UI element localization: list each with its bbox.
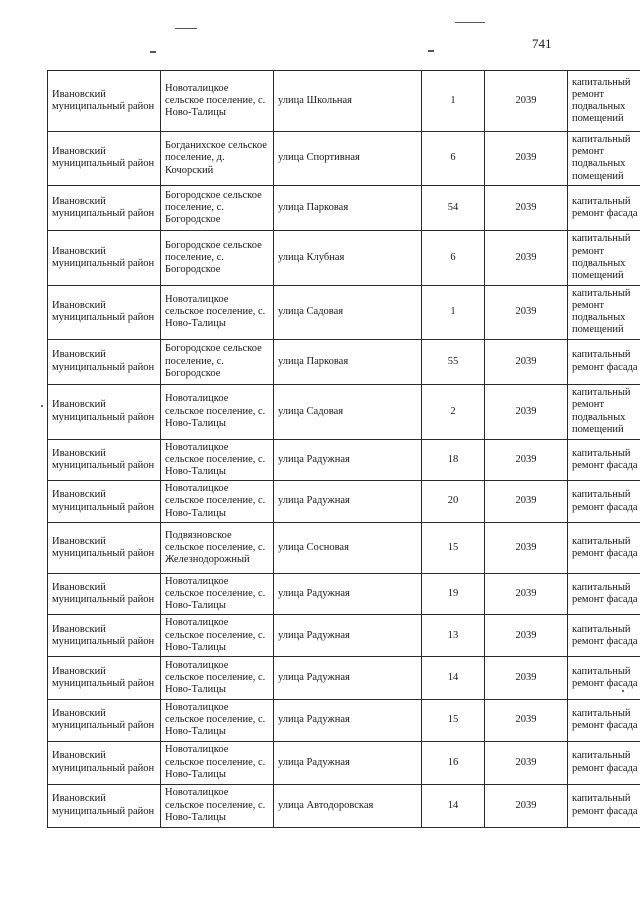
house-number-cell: 54 bbox=[422, 185, 485, 230]
year-cell: 2039 bbox=[485, 573, 568, 615]
district-cell: Ивановский муниципальный район bbox=[48, 700, 161, 742]
street-cell: улица Школьная bbox=[274, 71, 422, 132]
table-body bbox=[48, 71, 640, 828]
street-cell: улица Автодоровская bbox=[274, 784, 422, 827]
settlement-cell: Новоталицкое сельское поселение, с. Ново-Талицы bbox=[161, 615, 274, 657]
table-row bbox=[48, 522, 640, 573]
settlement-cell: Новоталицкое сельское поселение, с. Ново-Талицы bbox=[161, 71, 274, 132]
settlement-cell: Новоталицкое сельское поселение, с. Ново-Талицы bbox=[161, 481, 274, 523]
scan-artifact-line bbox=[150, 51, 156, 53]
settlement-cell: Новоталицкое сельское поселение, с. Ново-Талицы bbox=[161, 784, 274, 827]
street-cell: улица Радужная bbox=[274, 615, 422, 657]
year-cell: 2039 bbox=[485, 522, 568, 573]
house-number-cell: 55 bbox=[422, 339, 485, 384]
district-cell: Ивановский муниципальный район bbox=[48, 185, 161, 230]
year-cell: 2039 bbox=[485, 285, 568, 339]
table-row bbox=[48, 71, 640, 132]
street-cell: улица Радужная bbox=[274, 573, 422, 615]
district-cell: Ивановский муниципальный район bbox=[48, 741, 161, 784]
street-cell: улица Радужная bbox=[274, 657, 422, 700]
table-row bbox=[48, 185, 640, 230]
scan-artifact-dot bbox=[41, 405, 43, 407]
house-number-cell: 6 bbox=[422, 230, 485, 285]
table-row bbox=[48, 339, 640, 384]
work-type-cell: капитальный ремонт фасада bbox=[568, 700, 640, 742]
year-cell: 2039 bbox=[485, 71, 568, 132]
house-number-cell: 20 bbox=[422, 481, 485, 523]
house-number-cell: 1 bbox=[422, 285, 485, 339]
table-row bbox=[48, 657, 640, 700]
work-type-cell: капитальный ремонт подвальных помещений bbox=[568, 132, 640, 186]
settlement-cell: Новоталицкое сельское поселение, с. Ново-Талицы bbox=[161, 657, 274, 700]
table-row bbox=[48, 285, 640, 339]
work-type-cell: капитальный ремонт фасада bbox=[568, 439, 640, 481]
scan-artifact-line bbox=[175, 28, 197, 29]
scan-artifact-line bbox=[428, 50, 434, 52]
work-type-cell: капитальный ремонт фасада bbox=[568, 522, 640, 573]
house-number-cell: 15 bbox=[422, 522, 485, 573]
year-cell: 2039 bbox=[485, 615, 568, 657]
work-type-cell: капитальный ремонт фасада bbox=[568, 657, 640, 700]
settlement-cell: Новоталицкое сельское поселение, с. Ново-Талицы bbox=[161, 700, 274, 742]
work-type-cell: капитальный ремонт подвальных помещений bbox=[568, 71, 640, 132]
year-cell: 2039 bbox=[485, 481, 568, 523]
street-cell: улица Радужная bbox=[274, 439, 422, 481]
table-row bbox=[48, 573, 640, 615]
district-cell: Ивановский муниципальный район bbox=[48, 573, 161, 615]
settlement-cell: Новоталицкое сельское поселение, с. Ново-Талицы bbox=[161, 573, 274, 615]
district-cell: Ивановский муниципальный район bbox=[48, 657, 161, 700]
house-number-cell: 1 bbox=[422, 71, 485, 132]
work-type-cell: капитальный ремонт подвальных помещений bbox=[568, 230, 640, 285]
year-cell: 2039 bbox=[485, 741, 568, 784]
district-cell: Ивановский муниципальный район bbox=[48, 230, 161, 285]
table-row bbox=[48, 784, 640, 827]
scan-artifact-line bbox=[455, 22, 485, 23]
district-cell: Ивановский муниципальный район bbox=[48, 285, 161, 339]
work-type-cell: капитальный ремонт подвальных помещений bbox=[568, 384, 640, 439]
house-number-cell: 6 bbox=[422, 132, 485, 186]
housing-repair-table bbox=[47, 70, 640, 828]
settlement-cell: Богородское сельское поселение, с. Богородское bbox=[161, 339, 274, 384]
house-number-cell: 14 bbox=[422, 784, 485, 827]
work-type-cell: капитальный ремонт фасада bbox=[568, 481, 640, 523]
settlement-cell: Новоталицкое сельское поселение, с. Ново-Талицы bbox=[161, 384, 274, 439]
district-cell: Ивановский муниципальный район bbox=[48, 481, 161, 523]
settlement-cell: Новоталицкое сельское поселение, с. Ново-Талицы bbox=[161, 741, 274, 784]
street-cell: улица Парковая bbox=[274, 339, 422, 384]
house-number-cell: 13 bbox=[422, 615, 485, 657]
year-cell: 2039 bbox=[485, 185, 568, 230]
street-cell: улица Парковая bbox=[274, 185, 422, 230]
street-cell: улица Сосновая bbox=[274, 522, 422, 573]
settlement-cell: Новоталицкое сельское поселение, с. Ново-Талицы bbox=[161, 439, 274, 481]
district-cell: Ивановский муниципальный район bbox=[48, 615, 161, 657]
street-cell: улица Спортивная bbox=[274, 132, 422, 186]
work-type-cell: капитальный ремонт фасада bbox=[568, 339, 640, 384]
district-cell: Ивановский муниципальный район bbox=[48, 339, 161, 384]
table-row bbox=[48, 230, 640, 285]
work-type-cell: капитальный ремонт фасада bbox=[568, 741, 640, 784]
settlement-cell: Богородское сельское поселение, с. Богородское bbox=[161, 185, 274, 230]
table-row bbox=[48, 700, 640, 742]
year-cell: 2039 bbox=[485, 339, 568, 384]
table-row bbox=[48, 132, 640, 186]
work-type-cell: капитальный ремонт подвальных помещений bbox=[568, 285, 640, 339]
house-number-cell: 18 bbox=[422, 439, 485, 481]
district-cell: Ивановский муниципальный район bbox=[48, 439, 161, 481]
district-cell: Ивановский муниципальный район bbox=[48, 132, 161, 186]
street-cell: улица Садовая bbox=[274, 285, 422, 339]
year-cell: 2039 bbox=[485, 657, 568, 700]
street-cell: улица Садовая bbox=[274, 384, 422, 439]
table-row bbox=[48, 439, 640, 481]
table-row bbox=[48, 741, 640, 784]
settlement-cell: Богородское сельское поселение, с. Богородское bbox=[161, 230, 274, 285]
year-cell: 2039 bbox=[485, 230, 568, 285]
settlement-cell: Богданихское сельское поселение, д. Кочорский bbox=[161, 132, 274, 186]
district-cell: Ивановский муниципальный район bbox=[48, 384, 161, 439]
table-row bbox=[48, 615, 640, 657]
work-type-cell: капитальный ремонт фасада bbox=[568, 784, 640, 827]
district-cell: Ивановский муниципальный район bbox=[48, 784, 161, 827]
street-cell: улица Радужная bbox=[274, 741, 422, 784]
street-cell: улица Радужная bbox=[274, 700, 422, 742]
table-row bbox=[48, 384, 640, 439]
year-cell: 2039 bbox=[485, 439, 568, 481]
house-number-cell: 15 bbox=[422, 700, 485, 742]
work-type-cell: капитальный ремонт фасада bbox=[568, 573, 640, 615]
work-type-cell: капитальный ремонт фасада bbox=[568, 615, 640, 657]
district-cell: Ивановский муниципальный район bbox=[48, 522, 161, 573]
house-number-cell: 14 bbox=[422, 657, 485, 700]
street-cell: улица Клубная bbox=[274, 230, 422, 285]
year-cell: 2039 bbox=[485, 132, 568, 186]
year-cell: 2039 bbox=[485, 784, 568, 827]
settlement-cell: Подвязновское сельское поселение, с. Железнодорожный bbox=[161, 522, 274, 573]
district-cell: Ивановский муниципальный район bbox=[48, 71, 161, 132]
house-number-cell: 2 bbox=[422, 384, 485, 439]
year-cell: 2039 bbox=[485, 384, 568, 439]
page-number: 741 bbox=[532, 36, 552, 51]
work-type-cell: капитальный ремонт фасада bbox=[568, 185, 640, 230]
table-row bbox=[48, 481, 640, 523]
house-number-cell: 19 bbox=[422, 573, 485, 615]
settlement-cell: Новоталицкое сельское поселение, с. Ново-Талицы bbox=[161, 285, 274, 339]
year-cell: 2039 bbox=[485, 700, 568, 742]
street-cell: улица Радужная bbox=[274, 481, 422, 523]
house-number-cell: 16 bbox=[422, 741, 485, 784]
